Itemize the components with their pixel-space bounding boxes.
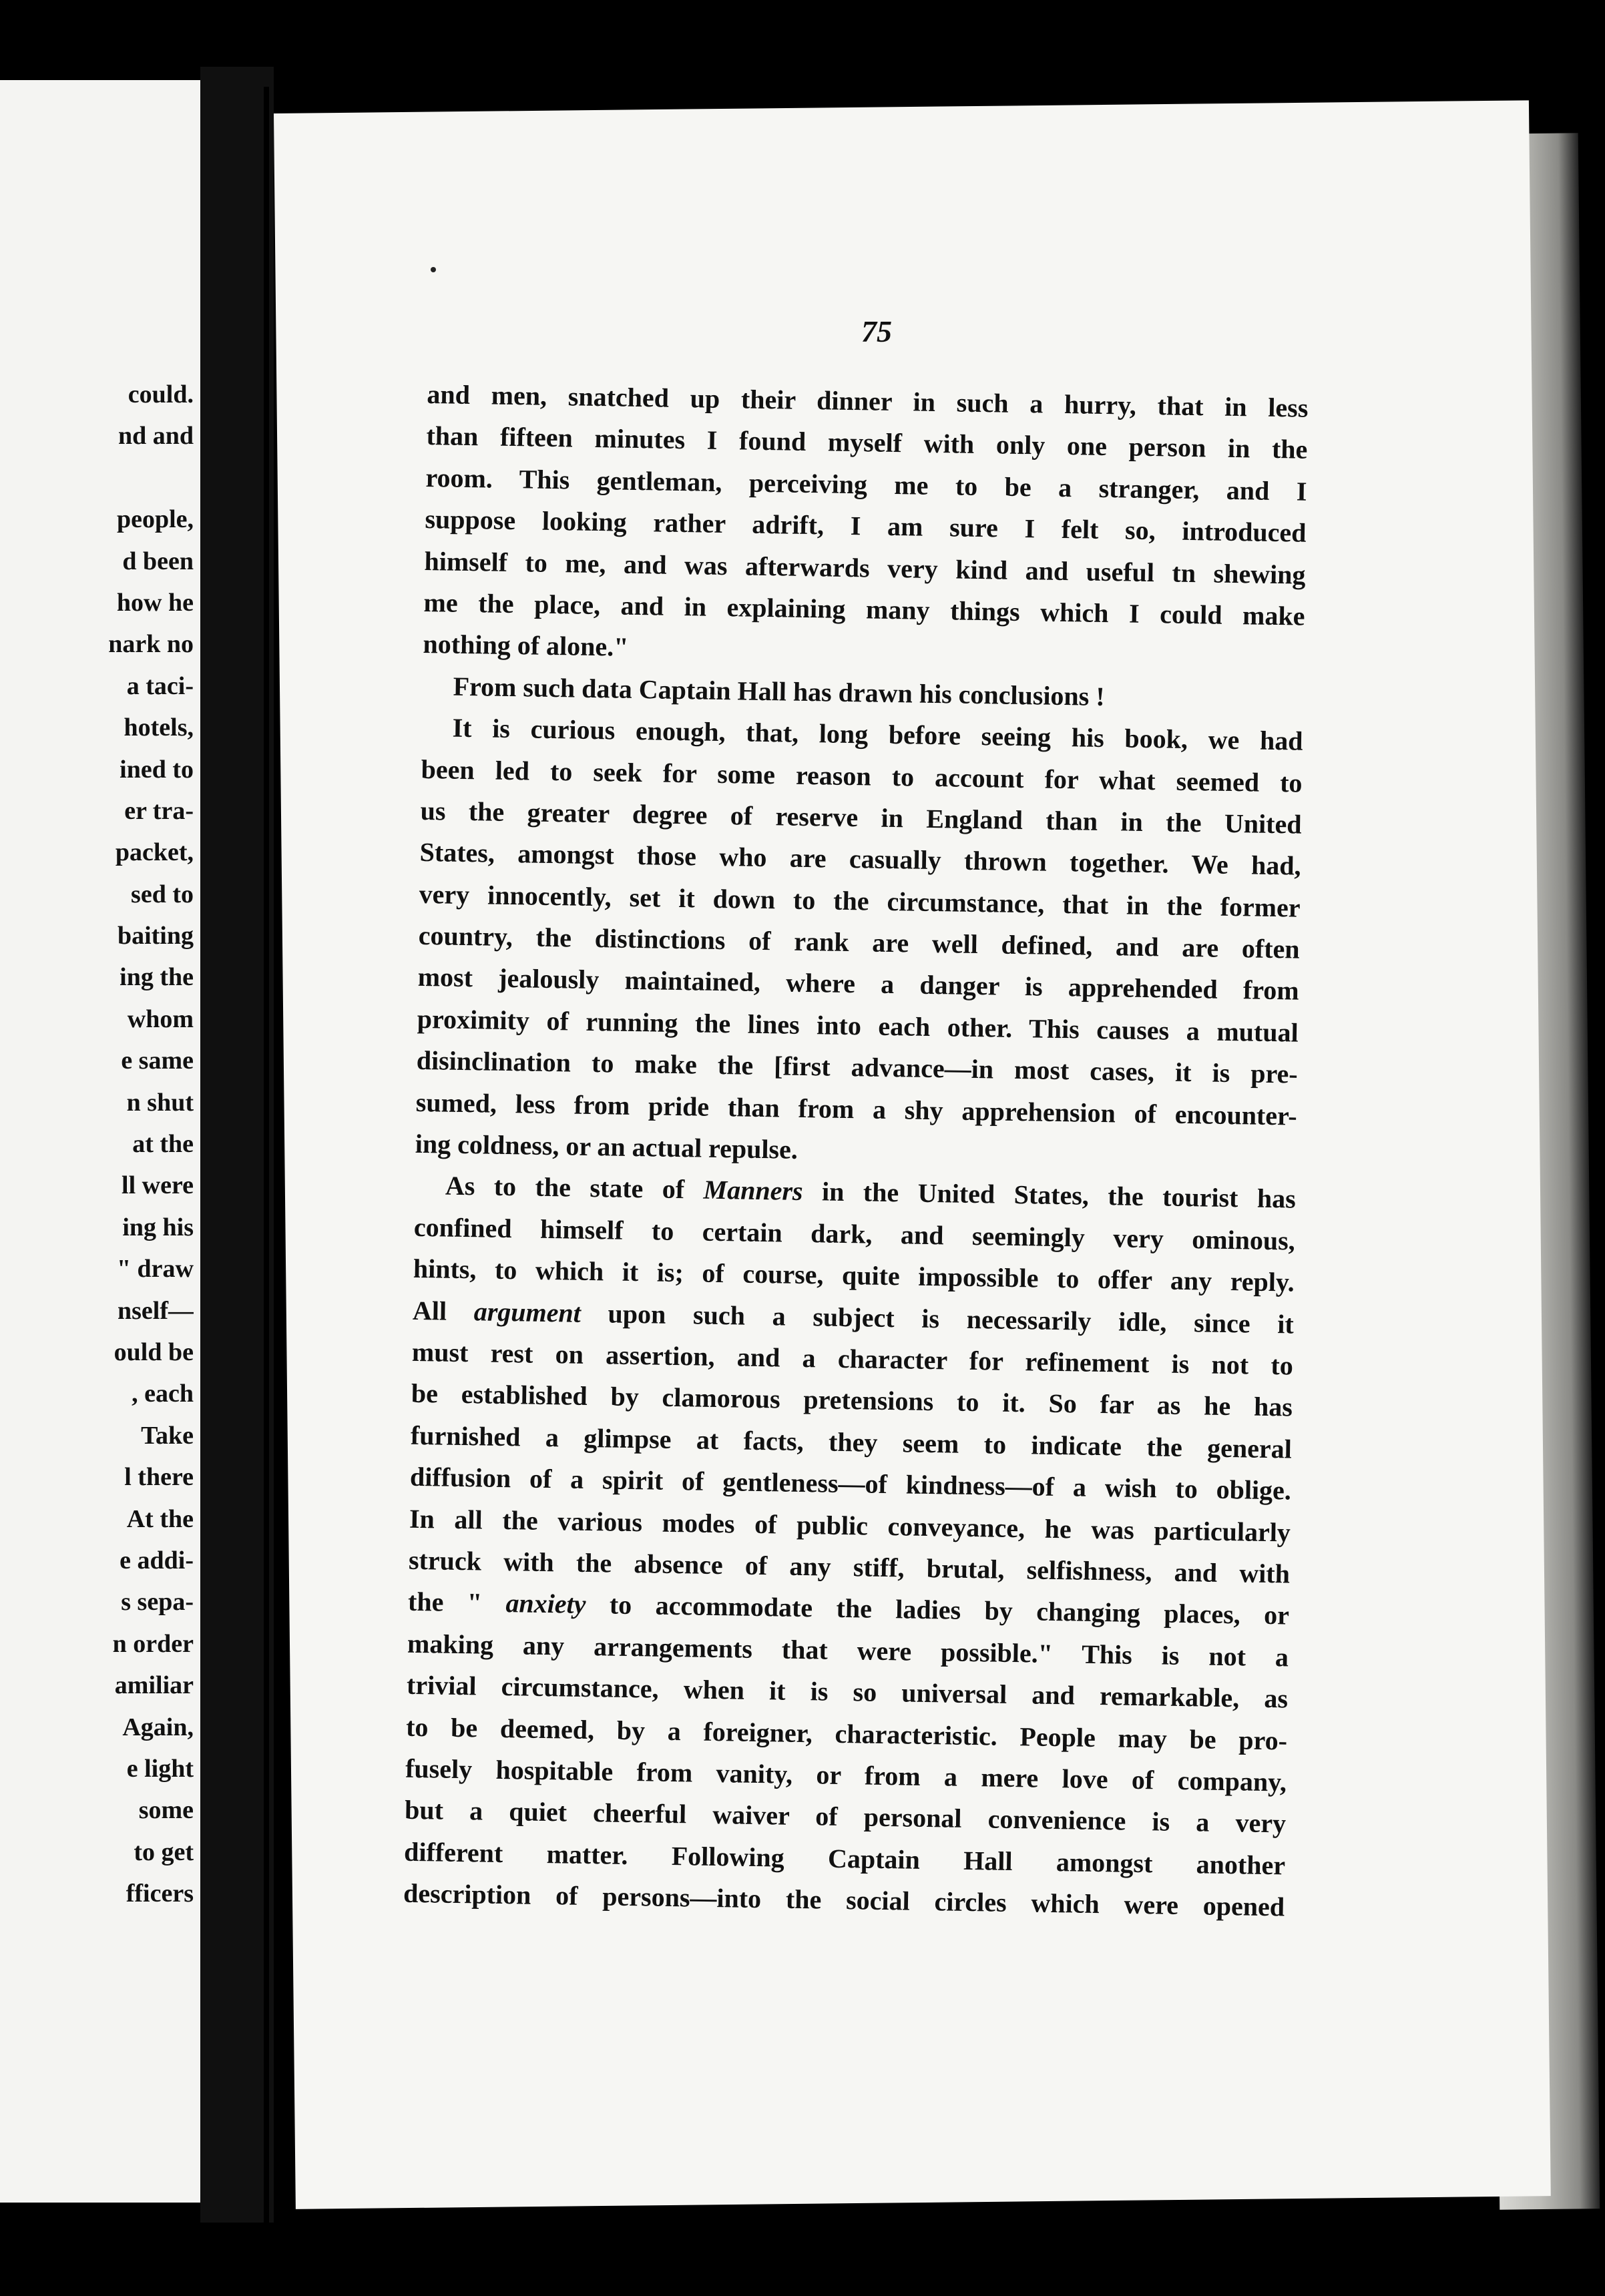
previous-page-line: er tra- bbox=[124, 796, 194, 825]
text-line: sumed, less from pride than from a shy apprehension of encounter- bbox=[415, 1087, 1298, 1131]
text-line: to be deemed, by a foreigner, characteristic. People may be pro- bbox=[405, 1711, 1288, 1755]
text-line: furnished a glimpse at facts, they seem to indicate the general bbox=[410, 1420, 1293, 1464]
text-line: room. This gentleman, perceiving me to be a stranger, and I bbox=[425, 462, 1307, 507]
text-line: hints, to which it is; of course, quite impossible to offer any reply. bbox=[413, 1253, 1295, 1298]
previous-page-line: a taci- bbox=[126, 671, 194, 700]
previous-page-line: n order bbox=[112, 1629, 194, 1658]
previous-page-line: fficers bbox=[126, 1880, 194, 1908]
text-line: very innocently, set it down to the circumstance, that in the former bbox=[419, 878, 1301, 923]
previous-page-line: , each bbox=[132, 1380, 194, 1408]
previous-page-line: Take bbox=[141, 1421, 194, 1450]
text-line: country, the distinctions of rank are well defined, and are often bbox=[418, 920, 1300, 964]
text-line: diffusion of a spirit of gentleness—of kindness—of a wish to oblige. bbox=[409, 1461, 1292, 1506]
previous-page-line: could. bbox=[128, 380, 194, 408]
previous-page-line: s sepa- bbox=[121, 1588, 194, 1617]
previous-page-line: d been bbox=[122, 547, 194, 575]
previous-page-line: hotels, bbox=[124, 713, 194, 742]
text-line: us the greater degree of reserve in England than in the United bbox=[420, 795, 1302, 840]
page-body-text bbox=[403, 374, 1309, 1928]
text-line: but a quiet cheerful waiver of personal convenience is a very bbox=[404, 1795, 1287, 1839]
text-line: In all the various modes of public conveyance, he was particularly bbox=[409, 1503, 1291, 1548]
text-line: himself to me, and was afterwards very kind and useful tn shewing bbox=[424, 545, 1306, 590]
previous-page-line: l there bbox=[124, 1463, 194, 1492]
previous-page-line: ing his bbox=[122, 1213, 194, 1241]
previous-page-line: e addi- bbox=[120, 1546, 194, 1574]
previous-page-line: amiliar bbox=[114, 1671, 194, 1700]
text-line: the " anxiety to accommodate the ladies by changing places, or bbox=[407, 1587, 1290, 1631]
gutter-shadow-line bbox=[264, 87, 269, 2223]
previous-page-line: people, bbox=[116, 505, 194, 534]
previous-page-line: packet, bbox=[115, 838, 194, 867]
previous-page-line: ined to bbox=[120, 755, 194, 784]
text-line: confined himself to certain dark, and seemingly very ominous, bbox=[413, 1211, 1296, 1256]
previous-page-fragment bbox=[0, 80, 200, 2203]
book-gutter bbox=[200, 67, 274, 2223]
previous-page-line bbox=[0, 457, 194, 499]
text-line: than fifteen minutes I found myself with only one person in the bbox=[426, 420, 1308, 465]
previous-page-line: ing the bbox=[120, 963, 194, 992]
previous-page-line: " draw bbox=[116, 1255, 194, 1283]
text-line: me the place, and in explaining many things which I could make bbox=[423, 587, 1305, 631]
text-line: must rest on assertion, and a character for refinement is not to bbox=[411, 1336, 1294, 1381]
previous-page-line: some bbox=[138, 1796, 194, 1825]
previous-page-line: ould be bbox=[113, 1338, 194, 1366]
previous-page-line: whom bbox=[127, 1005, 194, 1033]
previous-page-line: to get bbox=[134, 1837, 194, 1866]
previous-page-line: nself— bbox=[118, 1296, 194, 1325]
previous-page-line: ll were bbox=[122, 1171, 194, 1200]
previous-page-line: nark no bbox=[108, 630, 194, 659]
text-line: fusely hospitable from vanity, or from a mere love of company, bbox=[405, 1753, 1287, 1797]
previous-page-line: how he bbox=[116, 588, 194, 617]
text-line: States, amongst those who are casually thrown together. We had, bbox=[419, 837, 1301, 881]
text-line: nothing of alone." bbox=[423, 629, 629, 663]
previous-page-line: Again, bbox=[122, 1713, 194, 1741]
previous-page-line: nd and bbox=[118, 422, 194, 451]
previous-page-text bbox=[0, 374, 194, 1914]
text-line: It is curious enough, that, long before seeing his book, we had bbox=[452, 712, 1303, 756]
previous-page-line: e light bbox=[126, 1754, 194, 1783]
text-line: disinclination to make the [first advance—in most cases, it is pre- bbox=[416, 1045, 1299, 1089]
text-line: struck with the absence of any stiff, brutal, selfishness, and with bbox=[408, 1544, 1291, 1589]
text-line: be established by clamorous pretensions to it. So far as he has bbox=[411, 1378, 1293, 1422]
page-number: 75 bbox=[861, 314, 892, 348]
text-line: As to the state of Manners in the United States, the tourist has bbox=[445, 1170, 1297, 1215]
text-line: proximity of running the lines into each other. This causes a mutual bbox=[417, 1003, 1299, 1048]
text-line: trivial circumstance, when it is so universal and remarkable, as bbox=[406, 1669, 1289, 1714]
text-line: making any arrangements that were possible." This is not a bbox=[407, 1628, 1289, 1673]
text-line: and men, snatched up their dinner in such a hurry, that in less bbox=[427, 378, 1309, 423]
text-line: From such data Captain Hall has drawn his conclusions ! bbox=[453, 671, 1106, 711]
ink-speck bbox=[431, 267, 436, 272]
text-line: suppose looking rather adrift, I am sure I felt so, introduced bbox=[425, 504, 1307, 548]
text-line: different matter. Following Captain Hall amongst another bbox=[403, 1836, 1286, 1881]
previous-page-line: sed to bbox=[131, 880, 194, 908]
text-line: ing coldness, or an actual repulse. bbox=[415, 1128, 798, 1165]
previous-page-line: At the bbox=[126, 1504, 194, 1533]
previous-page-line: n shut bbox=[126, 1088, 194, 1117]
text-line: description of persons—into the social circles which were opened bbox=[403, 1878, 1285, 1922]
previous-page-line: baiting bbox=[117, 922, 194, 950]
text-line: most jealously maintained, where a danger is apprehended from bbox=[417, 962, 1299, 1007]
text-line: All argument upon such a subject is necessarily idle, since it bbox=[412, 1295, 1295, 1340]
text-line: been led to seek for some reason to account for what seemed to bbox=[421, 754, 1303, 798]
previous-page-line: at the bbox=[132, 1130, 194, 1159]
previous-page-line: e same bbox=[121, 1047, 194, 1075]
